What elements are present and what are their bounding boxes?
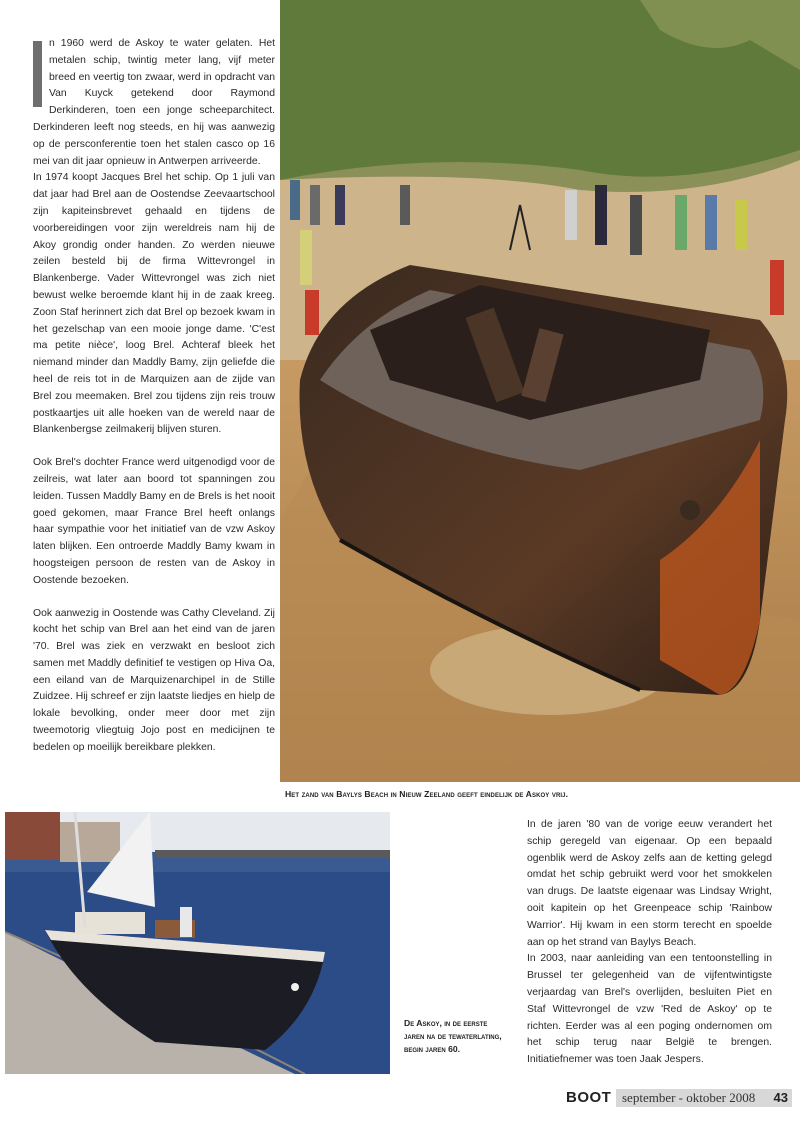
paragraph-brel-buys: In 1974 koopt Jacques Brel het schip. Op 1 juli van dat jaar had Brel aan de Oostendse Zeevaartschool zijn kapiteinsbrevet gehaald en tijdens de voorbereidingen voor zijn wereldreis nam hij de Akoy grondig onder handen. Zo werden nieuwe zeilen besteld bij de firma Wittevrongel in Blankenberge. Vader Wittevrongel was zich niet bewust welke beroemde klant hij in de zaak kreeg. Zoon Staf herinnert zich dat Brel op bezoek kwam in het gezelschap van een mooie jonge dame. 'C'est ma petite nièce', loog Brel. Achteraf bleek het niemand minder dan Maddly Bamy, zijn geliefde die heel de reis tot in de Marquizen aan de zijde van Brel zou meemaken. Brel zou tijdens zijn reis trouw postkaartjes uit alle hoeken van de wereld naar de Blankenbergse zeilmakerij blijven sturen. (33, 172, 275, 436)
paragraph-owners: In de jaren '80 van de vorige eeuw verandert het schip geregeld van eigenaar. Op een bepaald ogenblik werd de Askoy zelfs aan de ketting gelegd omdat het schip gebruikt werd voor het smokkelen van drugs. De laatste eigenaar was Lindsay Wright, ooit kapitein op het Greenpeace schip 'Rainbow Warrior'. Hij kwam in een storm terecht en spoelde aan op het strand van Baylys Beach. (527, 819, 772, 948)
article-column-left (33, 36, 275, 773)
page-footer (566, 1087, 800, 1109)
wreck-illustration (280, 0, 800, 782)
paragraph-cathy-cleveland: Ook aanwezig in Oostende was Cathy Cleveland. Zij kocht het schip van Brel aan het eind van de jaren '70. Brel was ziek en verzwakt en besloot zich samen met Maddly definitief te vestigen op Hiva Oa, een eiland van de Marquizenarchipel in de Stille Zuidzee. Hij schreef er zijn laatste liedjes en hielp de lokale bevolking, onder meer door met zijn tweemotorig vliegtuig Jojo post en medicijnen te bedelen op moeilijk bereikbare plekken. (33, 607, 275, 753)
article-column-right (527, 817, 772, 1069)
paragraph-intro (33, 36, 275, 170)
paragraph-france-brel: Ook Brel's dochter France werd uitgenodigd voor de zeilreis, wat later aan boord tot spanningen zou leiden. Tussen Maddly Bamy en de Brels is het nooit goed gekomen, maar France Brel heeft onlangs haar sympathie voor het initiatief van de vzw Askoy laten blijken. Een ontroerde Maddly Bamy kwam in hoogsteigen persoon de resten van de Askoy in Oostende bezoeken. (33, 457, 275, 586)
magazine-brand: BOOT (566, 1089, 612, 1106)
drop-cap-marker (33, 41, 42, 107)
harbour-illustration (5, 812, 390, 1074)
paragraph-red-de-askoy: In 2003, naar aanleiding van een tentoonstelling in Brussel ter gelegenheid van de vijfentwintigste verjaardag van Brel's overlijden, besluiten Piet en Staf Wittevrongel de vzw 'Red de Askoy' op te richten. Eerder was al een poging ondernomen om het schip terug naar België te brengen. Initiatiefnemer was toen Jaak Jespers. (527, 953, 772, 1066)
main-photo-askoy-wreck (280, 0, 800, 782)
page-number: 43 (773, 1090, 788, 1105)
small-photo-askoy-harbour (5, 812, 390, 1074)
main-photo-caption: Het zand van Baylys Beach in Nieuw Zeeland geeft eindelijk de Askoy vrij. (285, 789, 569, 799)
paragraph-intro-text: n 1960 werd de Askoy te water gelaten. Het metalen schip, twintig meter lang, vijf meter breed en veertig ton zwaar, werd in opdracht van Van Kuyck getekend door Raymond Derkinderen, toen een jonge scheeparchitect. Derkinderen leeft nog steeds, en hij was aanwezig op de persconferentie toen het stalen casco op 16 mei van dit jaar opnieuw in Antwerpen arriveerde. (33, 38, 275, 167)
small-photo-caption: De Askoy, in de eerste jaren na de tewaterlating, begin jaren 60. (404, 1018, 502, 1054)
issue-date: september - oktober 2008 (616, 1089, 792, 1107)
